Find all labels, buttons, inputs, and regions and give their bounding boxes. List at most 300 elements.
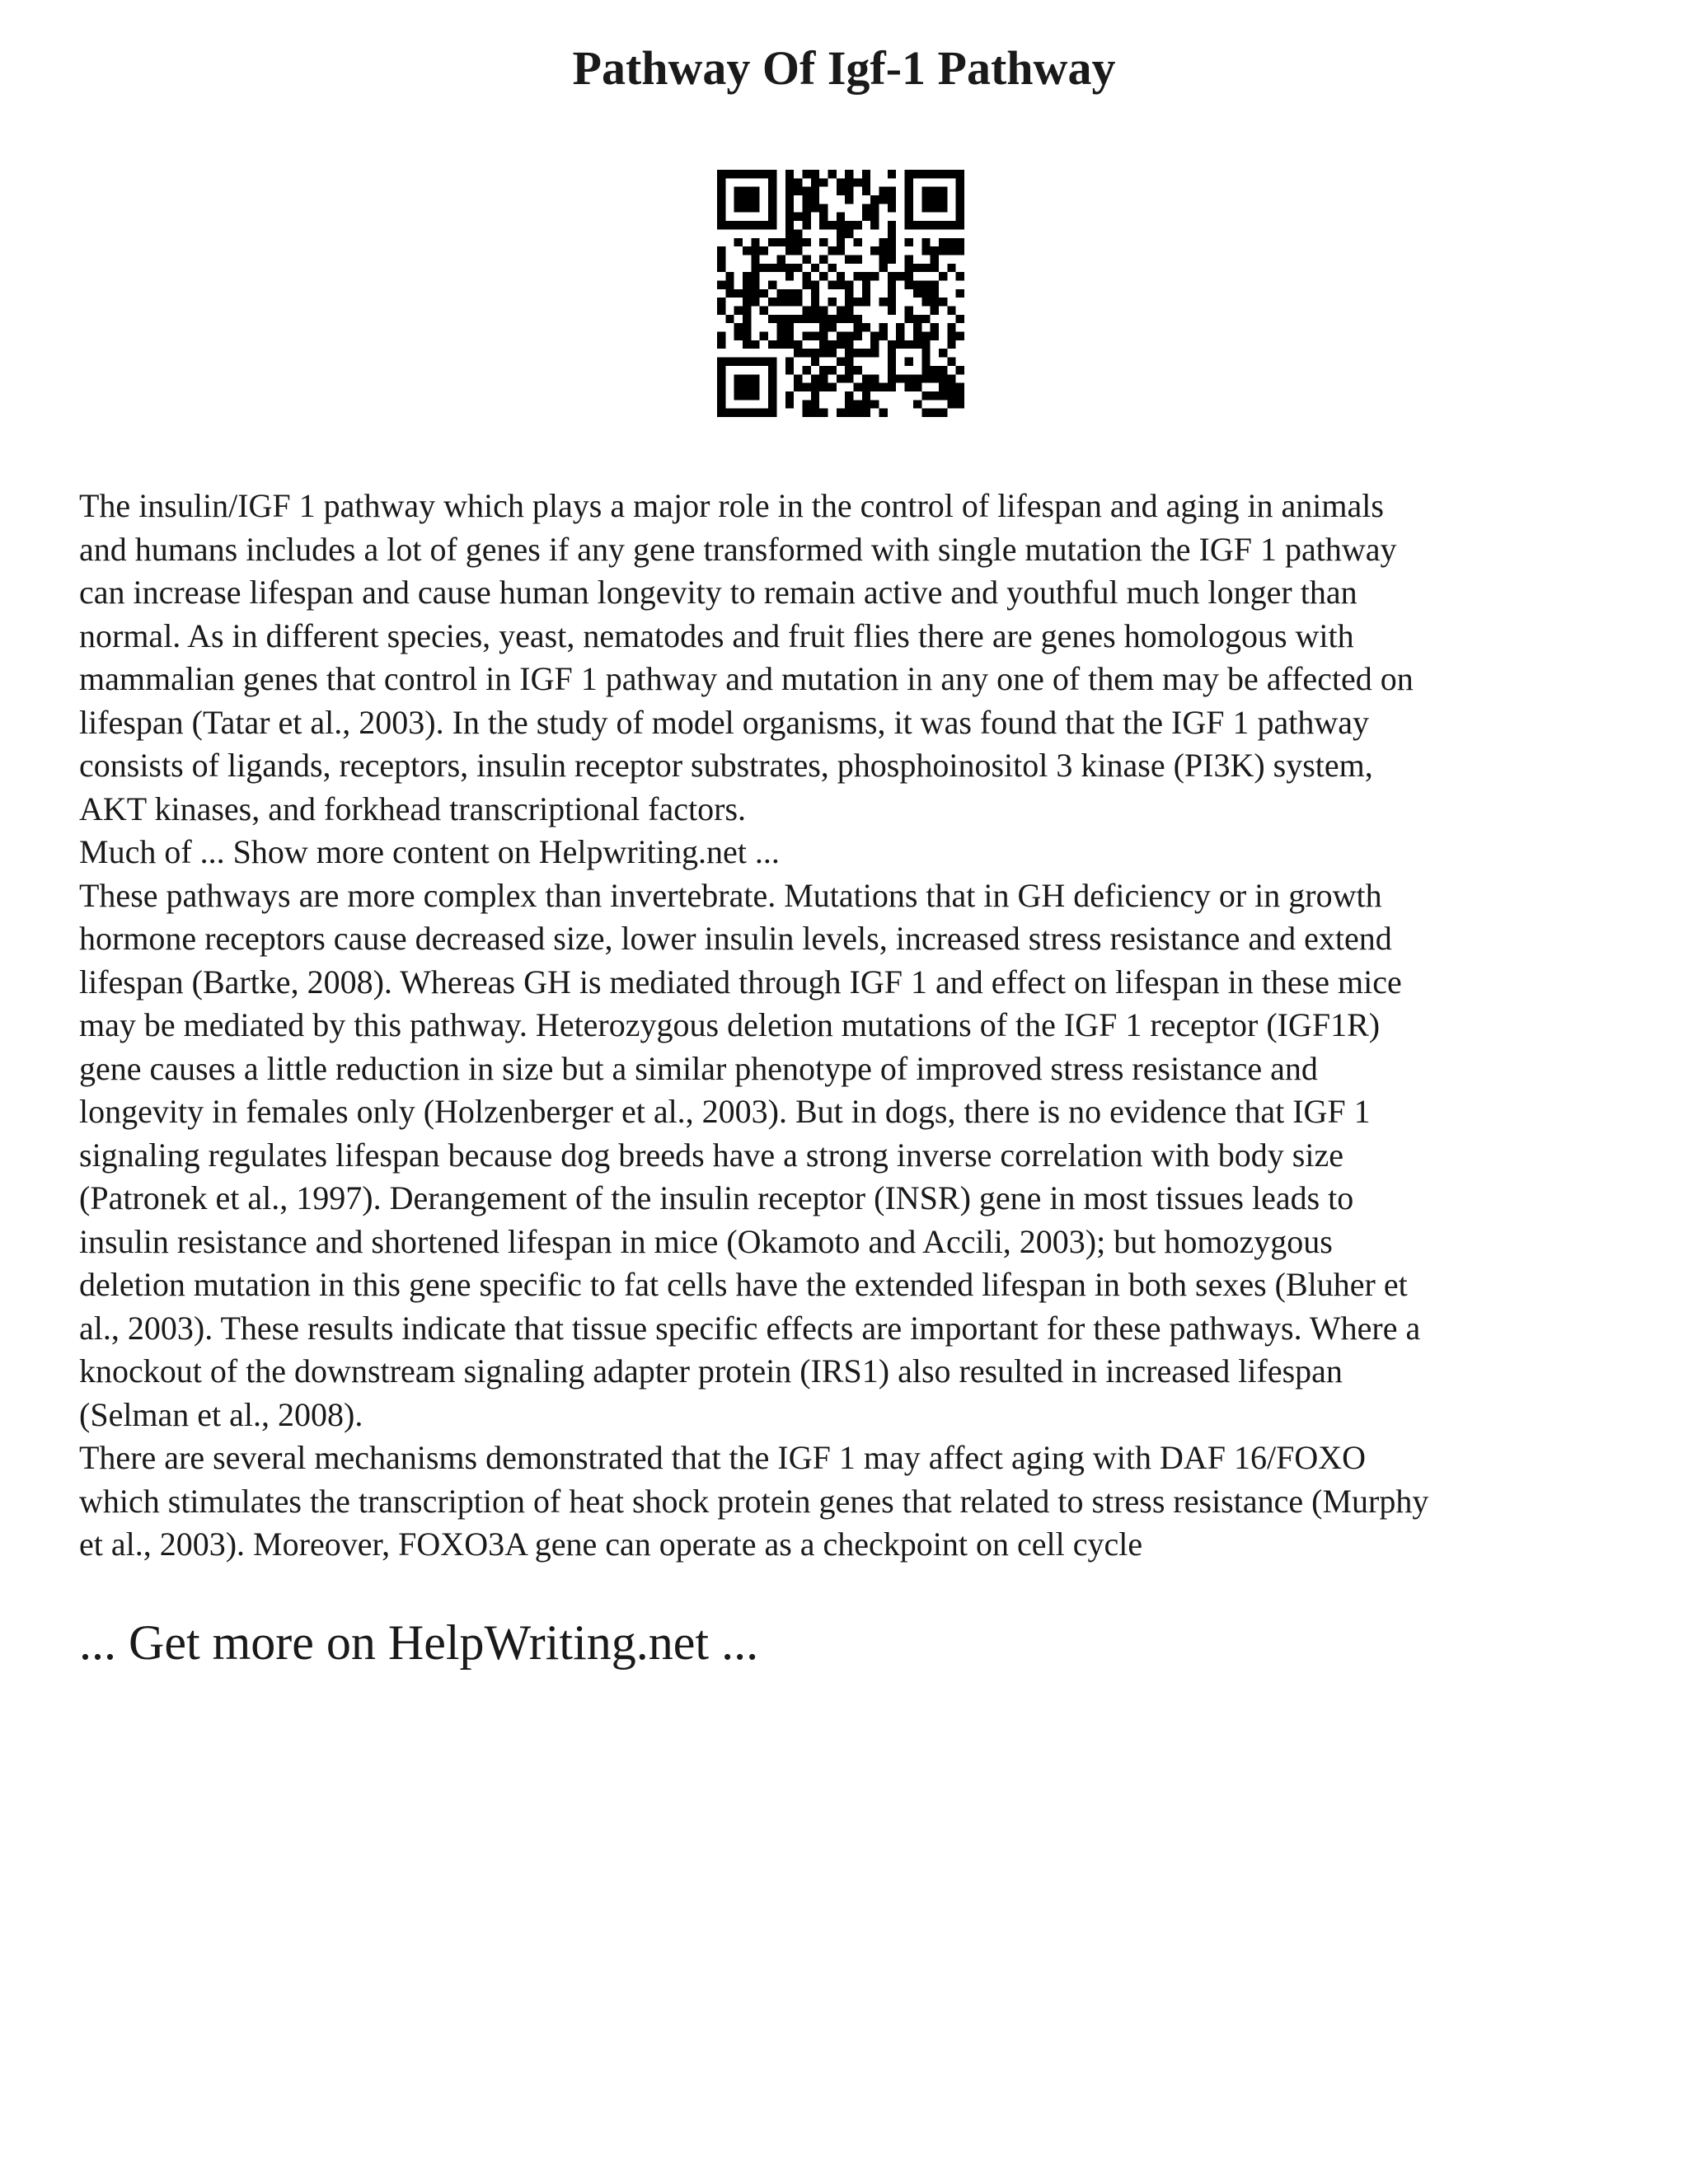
qr-module	[905, 170, 913, 178]
qr-module	[751, 204, 759, 212]
show-more-link[interactable]: Much of ... Show more content on Helpwriting.net ...	[79, 833, 780, 870]
qr-module	[768, 400, 776, 408]
qr-module	[862, 391, 870, 400]
qr-module	[760, 289, 768, 298]
qr-module	[931, 307, 939, 315]
qr-module	[845, 221, 853, 229]
qr-module	[879, 238, 888, 246]
qr-module	[939, 366, 947, 374]
qr-module	[794, 238, 802, 246]
qr-module	[947, 221, 955, 229]
qr-module	[794, 349, 802, 357]
qr-module	[931, 195, 939, 204]
qr-module	[931, 221, 939, 229]
qr-module	[837, 332, 845, 340]
qr-module	[734, 170, 743, 178]
qr-module	[819, 383, 828, 391]
qr-module	[811, 374, 819, 382]
qr-module	[743, 409, 751, 417]
qr-module	[751, 391, 759, 400]
qr-module	[862, 289, 870, 298]
qr-module	[939, 383, 947, 391]
qr-module	[854, 221, 862, 229]
qr-module	[837, 409, 845, 417]
qr-module	[811, 170, 819, 178]
qr-module	[819, 204, 828, 212]
qr-module	[854, 178, 862, 186]
qr-module	[743, 340, 751, 349]
qr-module	[802, 195, 810, 204]
qr-module	[913, 280, 921, 288]
qr-module	[854, 366, 862, 374]
qr-module	[921, 391, 930, 400]
qr-module	[768, 366, 776, 374]
qr-module	[870, 332, 879, 340]
qr-module	[862, 187, 870, 195]
qr-module	[819, 374, 828, 382]
qr-module	[870, 204, 879, 212]
qr-module	[939, 170, 947, 178]
qr-module	[870, 221, 879, 229]
qr-module	[921, 298, 930, 306]
qr-module	[768, 391, 776, 400]
qr-module	[768, 204, 776, 212]
qr-module	[888, 280, 896, 288]
qr-module	[896, 340, 904, 349]
qr-module	[768, 298, 776, 306]
qr-module	[760, 358, 768, 366]
qr-module	[905, 187, 913, 195]
qr-module	[819, 366, 828, 374]
qr-module	[888, 349, 896, 357]
qr-module	[768, 221, 776, 229]
qr-module	[768, 374, 776, 382]
qr-module	[785, 170, 794, 178]
qr-module	[956, 238, 964, 246]
qr-module	[845, 255, 853, 263]
qr-module	[939, 195, 947, 204]
qr-module	[854, 323, 862, 331]
qr-module	[845, 187, 853, 195]
qr-module	[921, 289, 930, 298]
qr-module	[717, 366, 725, 374]
qr-module	[862, 383, 870, 391]
qr-module	[913, 400, 921, 408]
qr-module	[837, 238, 845, 246]
qr-module	[794, 340, 802, 349]
qr-module	[751, 358, 759, 366]
qr-module	[743, 246, 751, 255]
qr-module	[837, 213, 845, 221]
qr-module	[828, 349, 836, 357]
qr-module	[811, 383, 819, 391]
qr-module	[751, 246, 759, 255]
qr-module	[717, 178, 725, 186]
qr-module	[751, 170, 759, 178]
qr-module	[828, 383, 836, 391]
qr-module	[743, 298, 751, 306]
qr-module	[751, 238, 759, 246]
qr-module	[776, 298, 785, 306]
qr-module	[939, 409, 947, 417]
qr-module	[751, 340, 759, 349]
qr-module	[802, 170, 810, 178]
qr-module	[734, 289, 743, 298]
qr-module	[888, 195, 896, 204]
qr-module	[947, 340, 955, 349]
qr-module	[751, 289, 759, 298]
qr-module	[879, 323, 888, 331]
qr-module	[785, 272, 794, 280]
qr-module	[956, 213, 964, 221]
qr-module	[879, 255, 888, 263]
qr-module	[760, 221, 768, 229]
qr-module	[896, 323, 904, 331]
qr-module	[751, 298, 759, 306]
qr-module	[794, 298, 802, 306]
qr-module	[811, 187, 819, 195]
qr-module	[931, 366, 939, 374]
qr-module	[751, 187, 759, 195]
qr-module	[956, 383, 964, 391]
qr-module	[939, 374, 947, 382]
qr-module	[939, 349, 947, 357]
qr-module	[717, 358, 725, 366]
qr-module	[888, 340, 896, 349]
qr-module	[717, 400, 725, 408]
qr-module	[956, 289, 964, 298]
qr-module	[717, 307, 725, 315]
qr-module	[905, 195, 913, 204]
qr-module	[760, 409, 768, 417]
qr-module	[828, 264, 836, 272]
qr-module	[802, 349, 810, 357]
qr-module	[811, 349, 819, 357]
qr-module	[956, 170, 964, 178]
qr-module	[760, 307, 768, 315]
qr-module	[921, 264, 930, 272]
qr-module	[921, 246, 930, 255]
qr-module	[785, 391, 794, 400]
qr-module	[794, 264, 802, 272]
qr-module	[743, 272, 751, 280]
qr-module	[870, 272, 879, 280]
qr-module	[888, 238, 896, 246]
paragraph-mechanisms: There are several mechanisms demonstrated that the IGF 1 may affect aging with DAF 16/FOXO which stimulates the transcription of heat shock protein genes that related to stress resistance (Murphy et al., 2003). Moreover, FOXO3A gene can operate as a checkpoint on cell cycle	[79, 1439, 1429, 1563]
qr-module	[956, 195, 964, 204]
qr-module	[879, 383, 888, 391]
qr-module	[862, 323, 870, 331]
qr-module	[776, 255, 785, 263]
qr-module	[768, 409, 776, 417]
qr-module	[921, 195, 930, 204]
qr-module	[888, 204, 896, 212]
qr-module	[837, 340, 845, 349]
qr-module	[939, 204, 947, 212]
qr-module	[768, 340, 776, 349]
qr-module	[921, 340, 930, 349]
qr-module	[939, 187, 947, 195]
qr-module	[956, 366, 964, 374]
qr-module	[862, 213, 870, 221]
qr-module	[785, 204, 794, 212]
qr-module	[845, 307, 853, 315]
qr-module	[913, 315, 921, 323]
qr-module	[785, 221, 794, 229]
qr-module	[811, 358, 819, 366]
qr-module	[862, 204, 870, 212]
qr-module	[734, 204, 743, 212]
qr-module	[802, 187, 810, 195]
qr-module	[845, 229, 853, 237]
qr-module	[913, 170, 921, 178]
qr-module	[913, 332, 921, 340]
article-body	[79, 485, 1629, 1567]
qr-module	[837, 374, 845, 382]
qr-module	[819, 213, 828, 221]
qr-module	[776, 238, 785, 246]
get-more-link[interactable]: ... Get more on HelpWriting.net ...	[79, 1615, 759, 1670]
qr-module	[837, 358, 845, 366]
qr-module	[811, 307, 819, 315]
qr-module	[879, 332, 888, 340]
qr-module	[956, 315, 964, 323]
qr-module	[794, 383, 802, 391]
qr-module	[776, 315, 785, 323]
qr-module	[725, 289, 734, 298]
qr-module	[785, 246, 794, 255]
qr-module	[785, 264, 794, 272]
qr-module	[947, 358, 955, 366]
qr-module	[837, 280, 845, 288]
qr-module	[888, 358, 896, 366]
qr-module	[785, 289, 794, 298]
qr-module	[947, 391, 955, 400]
qr-module	[879, 264, 888, 272]
qr-module	[845, 315, 853, 323]
qr-module	[837, 246, 845, 255]
qr-module	[939, 238, 947, 246]
qr-module	[854, 349, 862, 357]
qr-module	[921, 332, 930, 340]
qr-module	[845, 195, 853, 204]
qr-module	[751, 272, 759, 280]
qr-module	[819, 178, 828, 186]
qr-module	[931, 280, 939, 288]
qr-module	[794, 178, 802, 186]
qr-module	[802, 409, 810, 417]
qr-module	[956, 391, 964, 400]
qr-module	[896, 272, 904, 280]
qr-module	[760, 246, 768, 255]
qr-module	[931, 323, 939, 331]
qr-module	[947, 170, 955, 178]
qr-module	[905, 221, 913, 229]
qr-module	[947, 307, 955, 315]
qr-module	[931, 187, 939, 195]
qr-module	[913, 264, 921, 272]
qr-module	[751, 221, 759, 229]
qr-module	[811, 264, 819, 272]
qr-module	[717, 280, 725, 288]
qr-module	[717, 340, 725, 349]
qr-module	[947, 374, 955, 382]
qr-module	[760, 264, 768, 272]
qr-module	[819, 221, 828, 229]
qr-module	[794, 374, 802, 382]
qr-module	[734, 307, 743, 315]
qr-module	[725, 409, 734, 417]
qr-module	[717, 204, 725, 212]
qr-module	[845, 178, 853, 186]
qr-module	[811, 195, 819, 204]
qr-module	[819, 307, 828, 315]
qr-module	[862, 272, 870, 280]
qr-module	[854, 315, 862, 323]
qr-module	[785, 213, 794, 221]
qr-module	[837, 187, 845, 195]
qr-module	[862, 178, 870, 186]
qr-module	[939, 246, 947, 255]
qr-module	[768, 264, 776, 272]
qr-module	[921, 358, 930, 366]
qr-module	[905, 358, 913, 366]
qr-module	[931, 298, 939, 306]
qr-module	[819, 238, 828, 246]
paragraph-mammals: These pathways are more complex than invertebrate. Mutations that in GH deficiency or in growth hormone receptors cause decreased size, lower insulin levels, increased stress resistance and extend lifespan (Bartke, 2008). Whereas GH is mediated through IGF 1 and effect on lifespan in these mice may be mediated by this pathway. Heterozygous deletion mutations of the IGF 1 receptor (IGF1R) gene causes a little reduction in size but a similar phenotype of improved stress resistance and longevity in females only (Holzenberger et al., 2003). But in dogs, there is no evidence that IGF 1 signaling regulates lifespan because dog breeds have a strong inverse correlation with body size (Patronek et al., 1997). Derangement of the insulin receptor (INSR) gene in most tissues leads to insulin resistance and shortened lifespan in mice (Okamoto and Accili, 2003); but homozygous deletion mutation in this gene specific to fat cells have the extended lifespan in both sexes (Bluher et al., 2003). These results indicate that tissue specific effects are important for these pathways. Where a knockout of the downstream signaling adapter protein (IRS1) also resulted in increased lifespan (Selman et al., 2008).	[79, 876, 1421, 1433]
qr-module	[734, 383, 743, 391]
qr-module	[811, 280, 819, 288]
qr-module	[956, 332, 964, 340]
qr-module	[794, 229, 802, 237]
qr-module	[854, 255, 862, 263]
qr-module	[870, 213, 879, 221]
qr-module	[931, 332, 939, 340]
qr-module	[828, 340, 836, 349]
qr-module	[751, 374, 759, 382]
qr-module	[854, 383, 862, 391]
qr-module	[776, 323, 785, 331]
qr-module	[717, 298, 725, 306]
qr-module	[734, 374, 743, 382]
qr-module	[802, 213, 810, 221]
qr-module	[768, 213, 776, 221]
qr-module	[734, 323, 743, 331]
qr-module	[785, 238, 794, 246]
qr-module	[888, 366, 896, 374]
qr-module	[734, 391, 743, 400]
qr-module	[785, 332, 794, 340]
qr-module	[931, 409, 939, 417]
qr-module	[921, 170, 930, 178]
qr-module	[760, 332, 768, 340]
qr-module	[802, 204, 810, 212]
qr-module	[776, 340, 785, 349]
qr-module	[854, 298, 862, 306]
qr-module	[768, 178, 776, 186]
qr-module	[743, 187, 751, 195]
qr-module	[734, 358, 743, 366]
qr-module	[743, 221, 751, 229]
qr-module	[828, 280, 836, 288]
qr-module	[956, 246, 964, 255]
qr-module	[905, 178, 913, 186]
qr-module	[725, 358, 734, 366]
qr-module	[828, 315, 836, 323]
qr-module	[819, 315, 828, 323]
qr-module	[913, 323, 921, 331]
qr-module	[879, 409, 888, 417]
qr-module	[760, 170, 768, 178]
qr-module	[870, 349, 879, 357]
qr-module	[819, 349, 828, 357]
qr-module	[785, 323, 794, 331]
qr-module	[717, 213, 725, 221]
qr-module	[828, 221, 836, 229]
qr-module	[888, 272, 896, 280]
qr-module	[725, 280, 734, 288]
qr-module	[785, 315, 794, 323]
qr-module	[802, 307, 810, 315]
qr-module	[743, 307, 751, 315]
qr-module	[862, 349, 870, 357]
qr-module	[888, 170, 896, 178]
qr-module	[743, 195, 751, 204]
qr-module	[802, 315, 810, 323]
qr-module	[785, 187, 794, 195]
qr-module	[819, 332, 828, 340]
qr-module	[802, 400, 810, 408]
qr-module	[794, 289, 802, 298]
qr-module	[785, 195, 794, 204]
qr-module	[913, 374, 921, 382]
qr-module	[802, 332, 810, 340]
qr-module	[888, 289, 896, 298]
qr-module	[768, 187, 776, 195]
qr-module	[776, 289, 785, 298]
qr-module	[845, 340, 853, 349]
qr-module	[921, 238, 930, 246]
qr-module	[785, 366, 794, 374]
qr-module	[870, 340, 879, 349]
qr-module	[854, 332, 862, 340]
qr-module	[811, 409, 819, 417]
qr-module	[913, 383, 921, 391]
qr-module	[905, 264, 913, 272]
qr-module	[837, 178, 845, 186]
qr-module	[956, 400, 964, 408]
qr-module	[905, 383, 913, 391]
qr-module	[811, 298, 819, 306]
qr-module	[870, 246, 879, 255]
qr-module	[837, 221, 845, 229]
qr-module	[743, 374, 751, 382]
qr-module	[725, 315, 734, 323]
qr-module	[845, 289, 853, 298]
qr-module	[811, 204, 819, 212]
qr-module	[743, 323, 751, 331]
qr-module	[725, 221, 734, 229]
qr-module	[768, 170, 776, 178]
qr-module	[931, 289, 939, 298]
qr-module	[717, 332, 725, 340]
qr-module	[905, 204, 913, 212]
qr-module	[854, 409, 862, 417]
qr-module	[837, 315, 845, 323]
qr-module	[802, 366, 810, 374]
qr-module	[870, 374, 879, 382]
qr-module	[888, 187, 896, 195]
